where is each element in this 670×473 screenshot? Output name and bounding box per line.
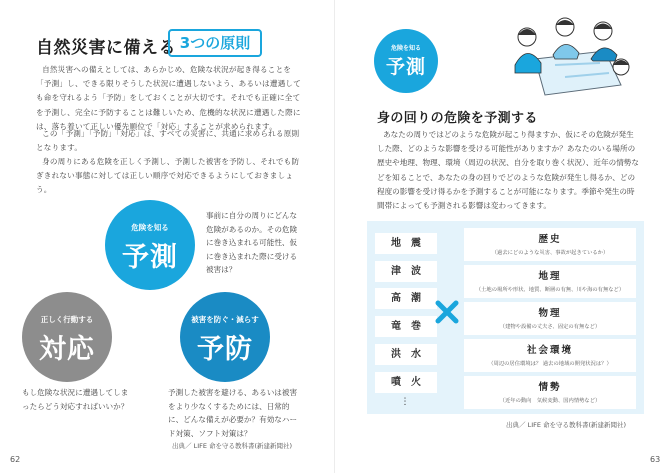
page-number-left: 62 [10, 455, 21, 464]
principle-taio-circle [22, 292, 112, 382]
factor-box-situation [464, 376, 636, 409]
factor-box-geography [464, 265, 636, 298]
factor-subtitle: （土地の場所や形状、地質、断層の有無、川や海の有無など） [475, 287, 625, 293]
factor-subtitle: （建物や設備の丈夫さ、固定の有無など） [499, 324, 601, 330]
factor-title: 地理 [538, 271, 562, 282]
hazard-item: 高潮 [375, 288, 437, 309]
principle-yosoku-desc: 事前に自分の周りにどんな危険があるのか。その危険に巻き込まれる可能性、仮に巻き込まれた際に受ける被害は？ [206, 211, 298, 274]
principle-taio-label: 対応 [39, 334, 95, 365]
title-badge: 3つの原則 [168, 29, 262, 57]
yosoku-badge-label: 予測 [385, 56, 426, 78]
factor-title: 歴史 [538, 234, 562, 245]
hazard-item: 噴火 [375, 372, 437, 393]
principle-yobo-circle [180, 292, 270, 382]
principle-yosoku-caption: 危険を知る [131, 223, 169, 232]
factor-subtitle: （過去にどのような災害、事故が起きているか） [491, 250, 609, 256]
spread-divider [334, 0, 335, 473]
factor-subtitle: （近年の動向 気候変動、国内情勢など） [499, 398, 601, 404]
principle-yobo-caption: 被害を防ぐ・減らす [191, 315, 259, 324]
source-citation-left: 出典／ LIFE 命を守る教科書(新建新聞社) [172, 442, 293, 450]
factor-subtitle: （周辺の居住環境は？ 過去の地域の開発状況は？） [488, 361, 612, 367]
factor-title: 社会環境 [526, 345, 573, 356]
hazard-more-ellipsis: ⋮ [400, 397, 410, 407]
source-citation-right: 出典／ LIFE 命を守る教科書(新建新聞社) [506, 421, 627, 429]
principle-yobo-label: 予防 [197, 334, 253, 365]
intro-paragraph-2: この「予測」「予防」「対応」は、すべての災害に、共通に求められる原則となります。 [36, 129, 300, 153]
hazard-item: 地震 [375, 233, 437, 254]
page-number-right: 63 [650, 455, 661, 464]
factor-title: 情勢 [538, 382, 562, 393]
page-title: 自然災害に備える [36, 38, 176, 58]
factor-title: 物理 [538, 308, 562, 319]
yosoku-badge-circle [374, 29, 438, 93]
principle-yobo-desc: 予測した被害を避ける、あるいは被害をより少なくするためには、日常的に、どんな備えが必要か？有効なハード対策、ソフト対策は？ [168, 388, 298, 438]
section-title: 身の回りの危険を予測する [377, 111, 538, 126]
cross-icon [435, 300, 459, 324]
intro-paragraph-3: 身の周りにある危険を正しく予測し、予測した被害を予防し、それでも防ぎきれない事態に対しては正しい順序で対応できるようにしておきましょう。 [36, 157, 300, 195]
principle-taio-caption: 正しく行動する [40, 315, 94, 324]
hazard-item: 洪水 [375, 344, 437, 365]
section-paragraph: あなたの周りではどのような危険が起こり得ますか、仮にその危険が発生した際、どのような影響を受ける可能性がありますか？あなたのいる場所の歴史や地理、物理、環境（周辺の状況、自分を取り巻く状況）、近年の情勢などを知ることで、あなたの身の回りでどのような危険が発生し得るか、どの程度の影響を受け得るかを予測することが可能になります。季節や発生の時間帯によっても予測される影響は変わってきます。 [377, 130, 639, 211]
intro-paragraph-1: 自然災害への備えとしては、あらかじめ、危険な状況が起き得ることを「予測」し、できる限りそうした状況に遭遇しないよう、あるいは遭遇しても命を守れるよう「予防」をしておくことが大切です。それでも正確に全てを予測し、完全に予防することは難しいため、危機的な状況に遭遇した際には、落ち着いて正しい優先順位で「対応」することが求められます。 [36, 65, 301, 131]
hazard-item: 津波 [375, 261, 437, 282]
people-with-map-illustration [505, 15, 633, 97]
yosoku-badge-caption: 危険を知る [390, 45, 421, 52]
principle-yosoku-circle [105, 200, 195, 290]
factor-box-history [464, 228, 636, 261]
principle-yosoku-label: 予測 [122, 242, 178, 273]
hazard-item: 竜巻 [375, 316, 437, 337]
factor-box-social-environment [464, 339, 636, 372]
principle-taio-desc: もし危険な状況に遭遇してしまったらどう対応すればいいか？ [22, 388, 129, 411]
factor-box-physics [464, 302, 636, 335]
